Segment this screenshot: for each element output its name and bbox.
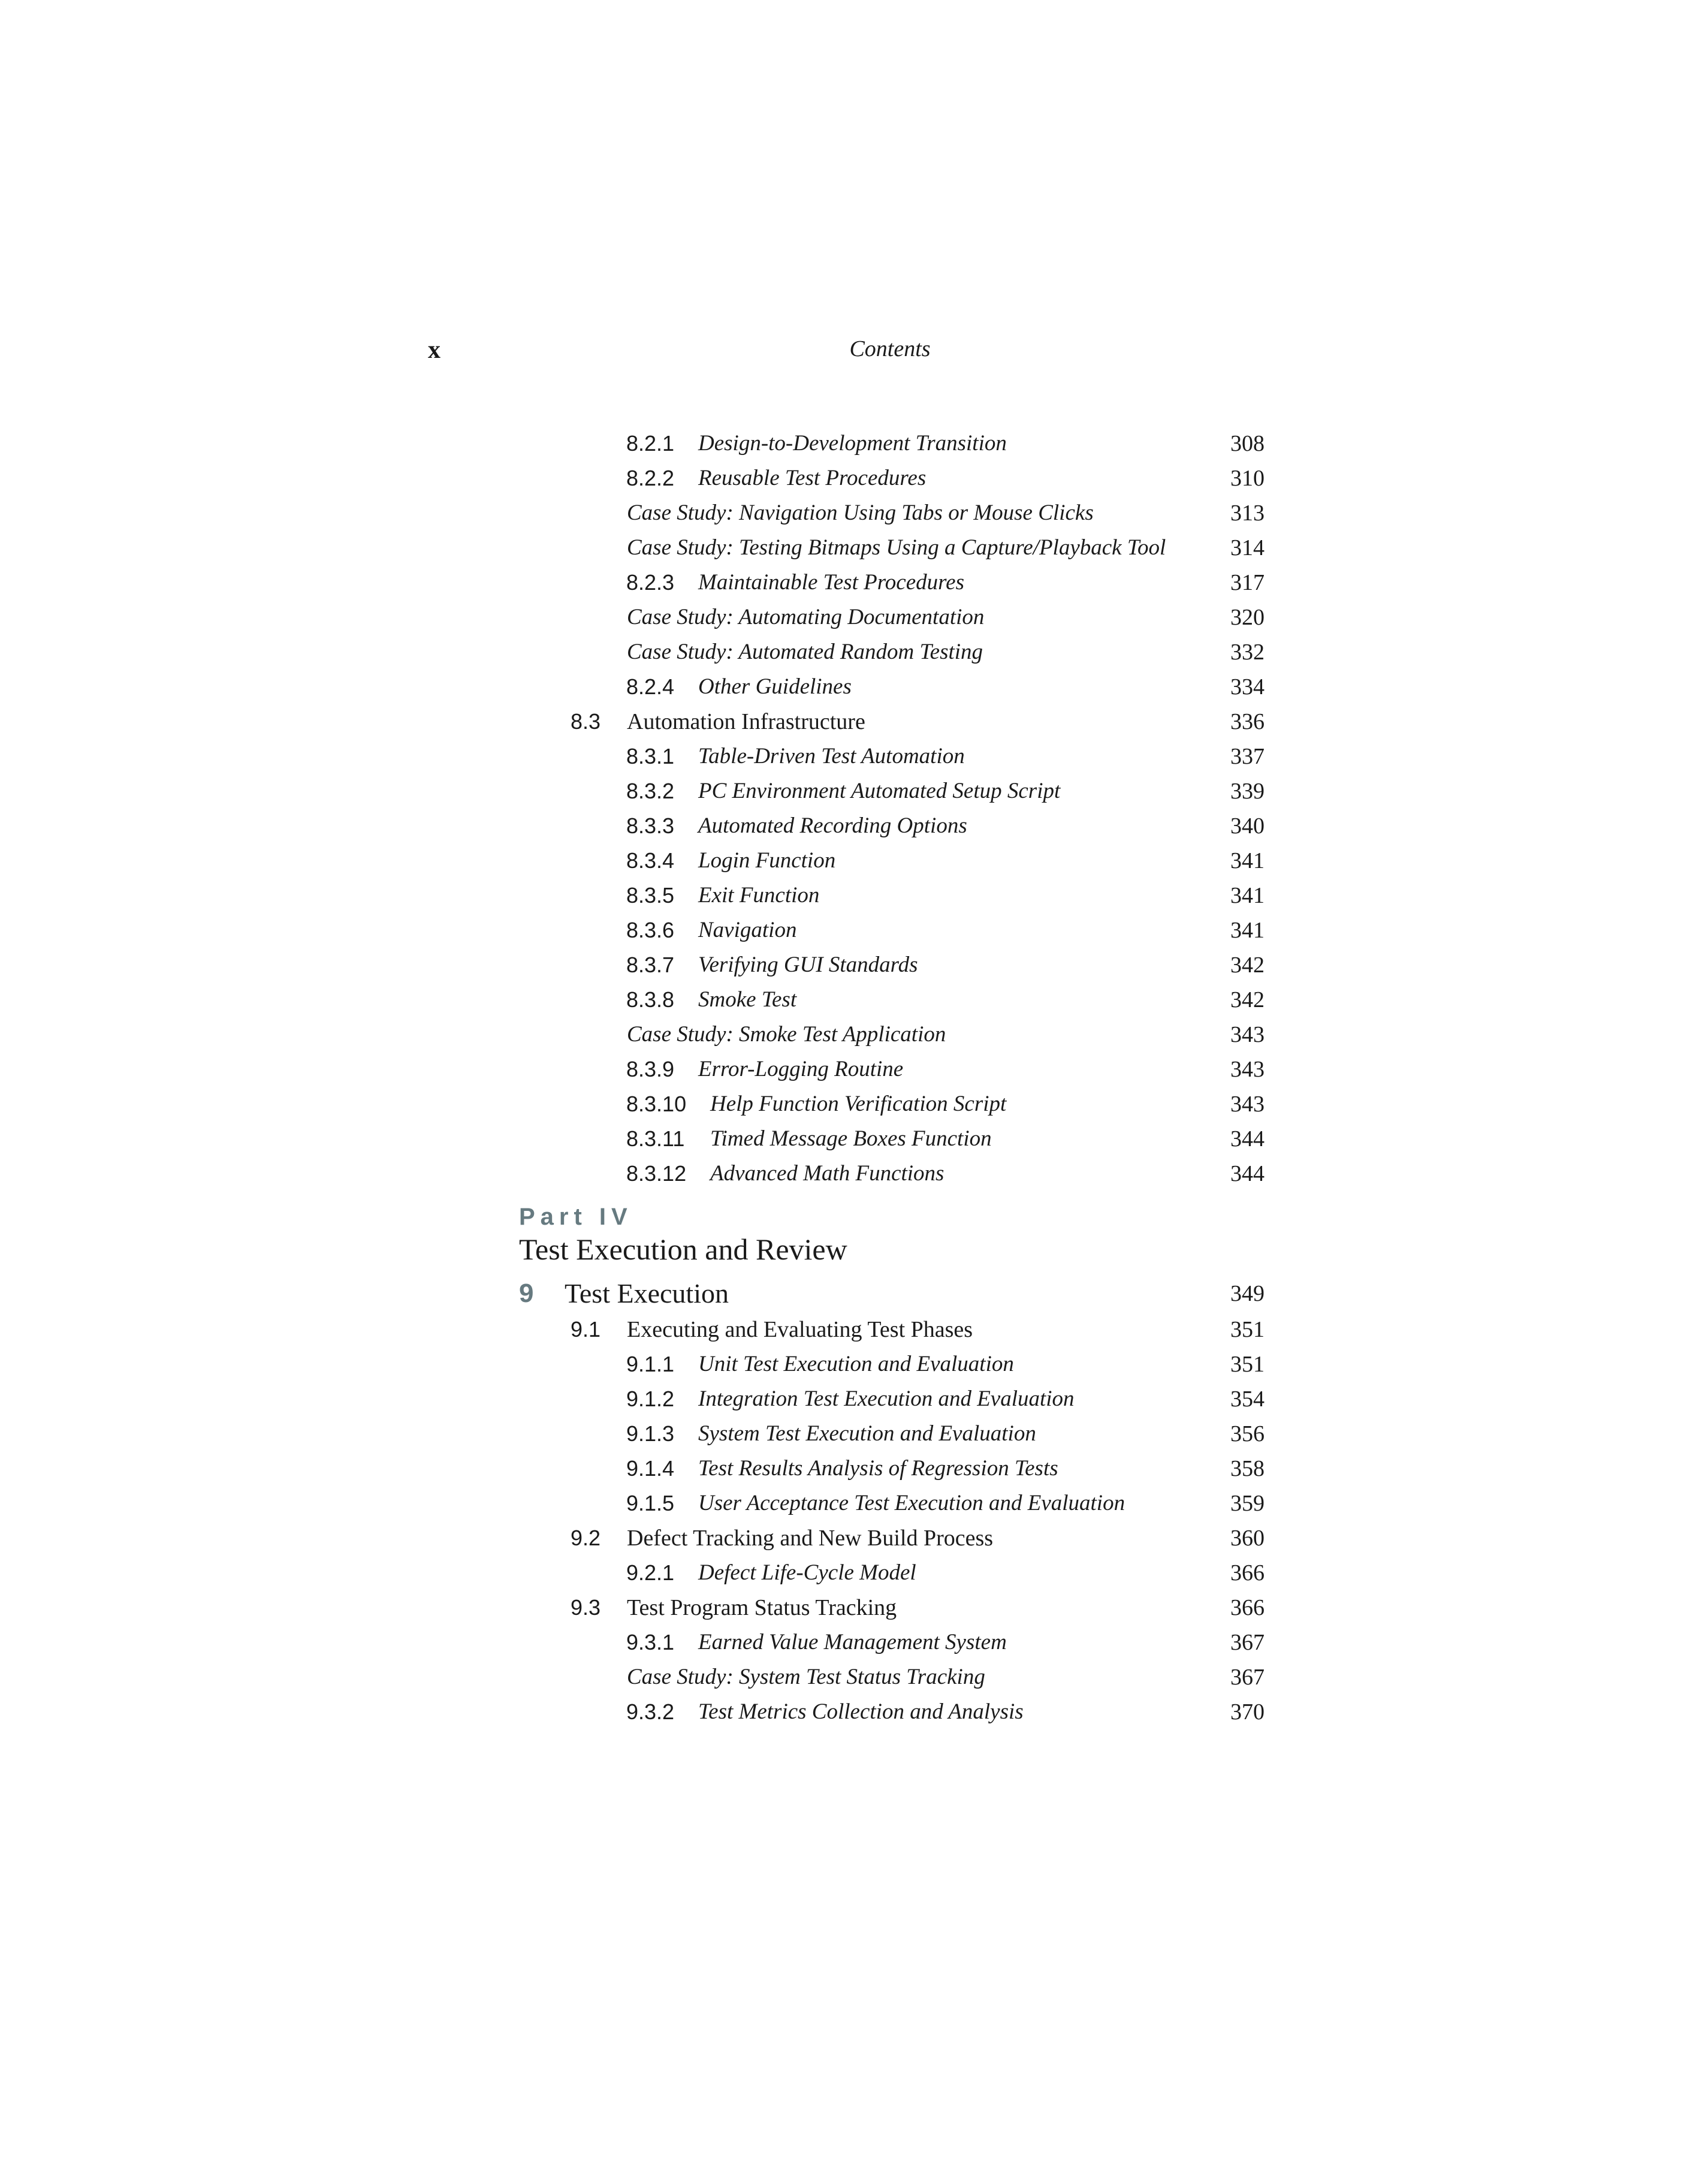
- toc-case-study[interactable]: [0, 496, 1265, 530]
- toc-entry-title: Automated Recording Options: [698, 813, 967, 838]
- toc-entry-page: 342: [1230, 987, 1265, 1012]
- toc-entry-number: 9.1.3: [626, 1421, 675, 1446]
- toc-entry-page: 308: [1230, 431, 1265, 456]
- toc-entry-page: 341: [1230, 883, 1265, 908]
- toc-entry[interactable]: [0, 670, 1265, 704]
- toc-entry-number: 8.3.11: [626, 1126, 685, 1151]
- toc-entry-page: 332: [1230, 640, 1265, 665]
- toc-entry[interactable]: [0, 1487, 1265, 1520]
- toc-entry[interactable]: [0, 1122, 1265, 1156]
- toc-entry-page: 341: [1230, 918, 1265, 943]
- page-number-roman: x: [428, 336, 440, 364]
- toc-entry[interactable]: [0, 1556, 1265, 1590]
- toc-entry-number: 8.3: [571, 709, 601, 734]
- toc-entry-page: 360: [1230, 1526, 1265, 1551]
- toc-entry-number: 9.3.1: [626, 1630, 675, 1654]
- toc-entry-title: Test Metrics Collection and Analysis: [698, 1699, 1024, 1724]
- toc-entry-title: Test Execution: [565, 1278, 729, 1309]
- toc-entry-page: 343: [1230, 1092, 1265, 1117]
- toc-entry-title: Table-Driven Test Automation: [698, 744, 965, 768]
- toc-entry-page: 358: [1230, 1456, 1265, 1481]
- toc-entry-number: 9.3: [571, 1595, 601, 1620]
- toc-entry[interactable]: [0, 740, 1265, 773]
- toc-entry-title: PC Environment Automated Setup Script: [698, 779, 1061, 803]
- toc-entry-number: 8.2.1: [626, 431, 675, 456]
- toc-entry[interactable]: [0, 1695, 1265, 1729]
- toc-entry-number: 8.3.3: [626, 813, 675, 838]
- toc-entry-number: 8.3.2: [626, 779, 675, 803]
- toc-entry-title: Unit Test Execution and Evaluation: [698, 1352, 1014, 1376]
- toc-entry-title: Defect Life-Cycle Model: [698, 1560, 916, 1585]
- toc-entry-title: Case Study: Automated Random Testing: [627, 640, 983, 664]
- toc-entry[interactable]: [0, 1157, 1265, 1190]
- toc-entry-title: Automation Infrastructure: [627, 709, 865, 734]
- toc-entry-title: User Acceptance Test Execution and Evaluation: [698, 1491, 1125, 1515]
- toc-case-study[interactable]: [0, 531, 1265, 565]
- toc-entry-title: Other Guidelines: [698, 674, 852, 699]
- toc-entry-page: 336: [1230, 709, 1265, 734]
- toc-entry-title: Maintainable Test Procedures: [698, 570, 964, 595]
- toc-entry[interactable]: [0, 914, 1265, 947]
- toc-entry[interactable]: [0, 948, 1265, 982]
- toc-entry[interactable]: [0, 983, 1265, 1017]
- toc-entry-title: Case Study: Testing Bitmaps Using a Capture/Playback Tool: [627, 535, 1166, 560]
- toc-entry-title: Case Study: Automating Documentation: [627, 605, 985, 629]
- toc-entry-title: Test Program Status Tracking: [627, 1595, 897, 1620]
- toc-entry-number: 9.1: [571, 1317, 601, 1342]
- toc-entry-number: 8.3.8: [626, 987, 675, 1012]
- toc-entry[interactable]: [0, 844, 1265, 878]
- toc-entry-page: 343: [1230, 1022, 1265, 1047]
- toc-entry-title: Defect Tracking and New Build Process: [627, 1526, 994, 1551]
- toc-entry-number: 8.2.2: [626, 466, 675, 490]
- toc-entry[interactable]: [0, 462, 1265, 495]
- toc-entry-title: Login Function: [698, 848, 836, 873]
- toc-entry-title: System Test Execution and Evaluation: [698, 1421, 1036, 1446]
- toc-entry-page: 317: [1230, 570, 1265, 595]
- toc-entry[interactable]: [0, 427, 1265, 460]
- toc-entry-number: 9.1.5: [626, 1491, 675, 1515]
- toc-entry-page: 344: [1230, 1126, 1265, 1152]
- toc-entry-title: Design-to-Development Transition: [698, 431, 1007, 456]
- toc-entry-page: 367: [1230, 1630, 1265, 1655]
- toc-chapter-number: 9: [519, 1279, 534, 1308]
- toc-entry-title: Executing and Evaluating Test Phases: [627, 1317, 973, 1342]
- toc-entry-page: 314: [1230, 535, 1265, 560]
- toc-entry-page: 320: [1230, 605, 1265, 630]
- toc-entry[interactable]: [0, 809, 1265, 843]
- toc-section[interactable]: [0, 1313, 1265, 1346]
- toc-entry-page: 370: [1230, 1699, 1265, 1725]
- part-label: Part IV: [519, 1204, 633, 1230]
- toc-entry[interactable]: [0, 1626, 1265, 1659]
- toc-entry-number: 9.1.2: [626, 1387, 675, 1411]
- toc-section[interactable]: [0, 705, 1265, 739]
- toc-case-study[interactable]: [0, 1660, 1265, 1694]
- toc-entry-title: Verifying GUI Standards: [698, 953, 918, 977]
- toc-entry[interactable]: [0, 774, 1265, 808]
- toc-entry-page: 313: [1230, 501, 1265, 526]
- toc-entry[interactable]: [0, 1348, 1265, 1381]
- toc-case-study[interactable]: [0, 635, 1265, 669]
- toc-entry-title: Help Function Verification Script: [710, 1092, 1007, 1116]
- toc-entry-number: 8.3.6: [626, 918, 675, 942]
- toc-entry-page: 342: [1230, 953, 1265, 978]
- toc-entry[interactable]: [0, 879, 1265, 912]
- toc-entry-page: 344: [1230, 1161, 1265, 1186]
- toc-entry-page: 334: [1230, 674, 1265, 700]
- toc-entry-title: Case Study: System Test Status Tracking: [627, 1665, 985, 1689]
- toc-entry-page: 367: [1230, 1665, 1265, 1690]
- toc-entry-title: Reusable Test Procedures: [698, 466, 927, 490]
- toc-entry-number: 8.3.9: [626, 1057, 675, 1081]
- toc-case-study[interactable]: [0, 1018, 1265, 1051]
- toc-entry-title: Case Study: Smoke Test Application: [627, 1022, 946, 1047]
- toc-entry-page: 343: [1230, 1057, 1265, 1082]
- toc-entry-page: 351: [1230, 1317, 1265, 1342]
- toc-entry-title: Error-Logging Routine: [698, 1057, 904, 1081]
- toc-entry-page: 359: [1230, 1491, 1265, 1516]
- toc-entry-page: 349: [1230, 1281, 1265, 1306]
- toc-entry-title: Smoke Test: [698, 987, 797, 1012]
- toc-entry-number: 8.3.10: [626, 1092, 687, 1116]
- toc-entry[interactable]: [0, 1382, 1265, 1416]
- toc-entry-number: 8.3.12: [626, 1161, 687, 1186]
- toc-entry-title: Exit Function: [698, 883, 820, 908]
- toc-entry-page: 339: [1230, 779, 1265, 804]
- toc-entry-number: 9.2: [571, 1526, 601, 1550]
- toc-case-study[interactable]: [0, 601, 1265, 634]
- toc-entry-page: 356: [1230, 1421, 1265, 1446]
- toc-entry-number: 9.3.2: [626, 1699, 675, 1724]
- toc-entry-title: Timed Message Boxes Function: [710, 1126, 992, 1151]
- toc-entry-number: 8.3.7: [626, 953, 675, 977]
- toc-entry-title: Integration Test Execution and Evaluation: [698, 1387, 1075, 1411]
- toc-entry-number: 9.2.1: [626, 1560, 675, 1585]
- toc-entry[interactable]: [0, 1417, 1265, 1451]
- toc-entry-number: 9.1.4: [626, 1456, 675, 1481]
- running-header: Contents: [849, 336, 931, 361]
- toc-section[interactable]: [0, 1521, 1265, 1555]
- toc-entry-page: 366: [1230, 1560, 1265, 1586]
- toc-section[interactable]: [0, 1591, 1265, 1624]
- toc-entry-title: Test Results Analysis of Regression Tests: [698, 1456, 1058, 1481]
- toc-entry-number: 8.3.5: [626, 883, 675, 908]
- toc-entry[interactable]: [0, 1452, 1265, 1485]
- toc-entry-page: 351: [1230, 1352, 1265, 1377]
- toc-entry-page: 340: [1230, 813, 1265, 839]
- toc-entry-title: Advanced Math Functions: [710, 1161, 944, 1186]
- toc-entry[interactable]: [0, 566, 1265, 599]
- toc-entry-page: 310: [1230, 466, 1265, 491]
- toc-entry-page: 366: [1230, 1595, 1265, 1620]
- toc-entry-number: 8.3.4: [626, 848, 675, 873]
- toc-entry-page: 337: [1230, 744, 1265, 769]
- toc-entry-title: Earned Value Management System: [698, 1630, 1007, 1654]
- part-title: Test Execution and Review: [519, 1232, 847, 1266]
- toc-entry-number: 8.2.4: [626, 674, 675, 699]
- toc-entry-number: 8.3.1: [626, 744, 675, 768]
- toc-entry[interactable]: [0, 1053, 1265, 1086]
- toc-entry-number: 9.1.1: [626, 1352, 675, 1376]
- toc-entry-title: Case Study: Navigation Using Tabs or Mouse Clicks: [627, 501, 1094, 525]
- toc-entry-page: 341: [1230, 848, 1265, 873]
- toc-entry-title: Navigation: [698, 918, 797, 942]
- toc-chapter[interactable]: [0, 1277, 1265, 1310]
- toc-entry-number: 8.2.3: [626, 570, 675, 595]
- toc-entry-page: 354: [1230, 1387, 1265, 1412]
- toc-entry[interactable]: [0, 1087, 1265, 1121]
